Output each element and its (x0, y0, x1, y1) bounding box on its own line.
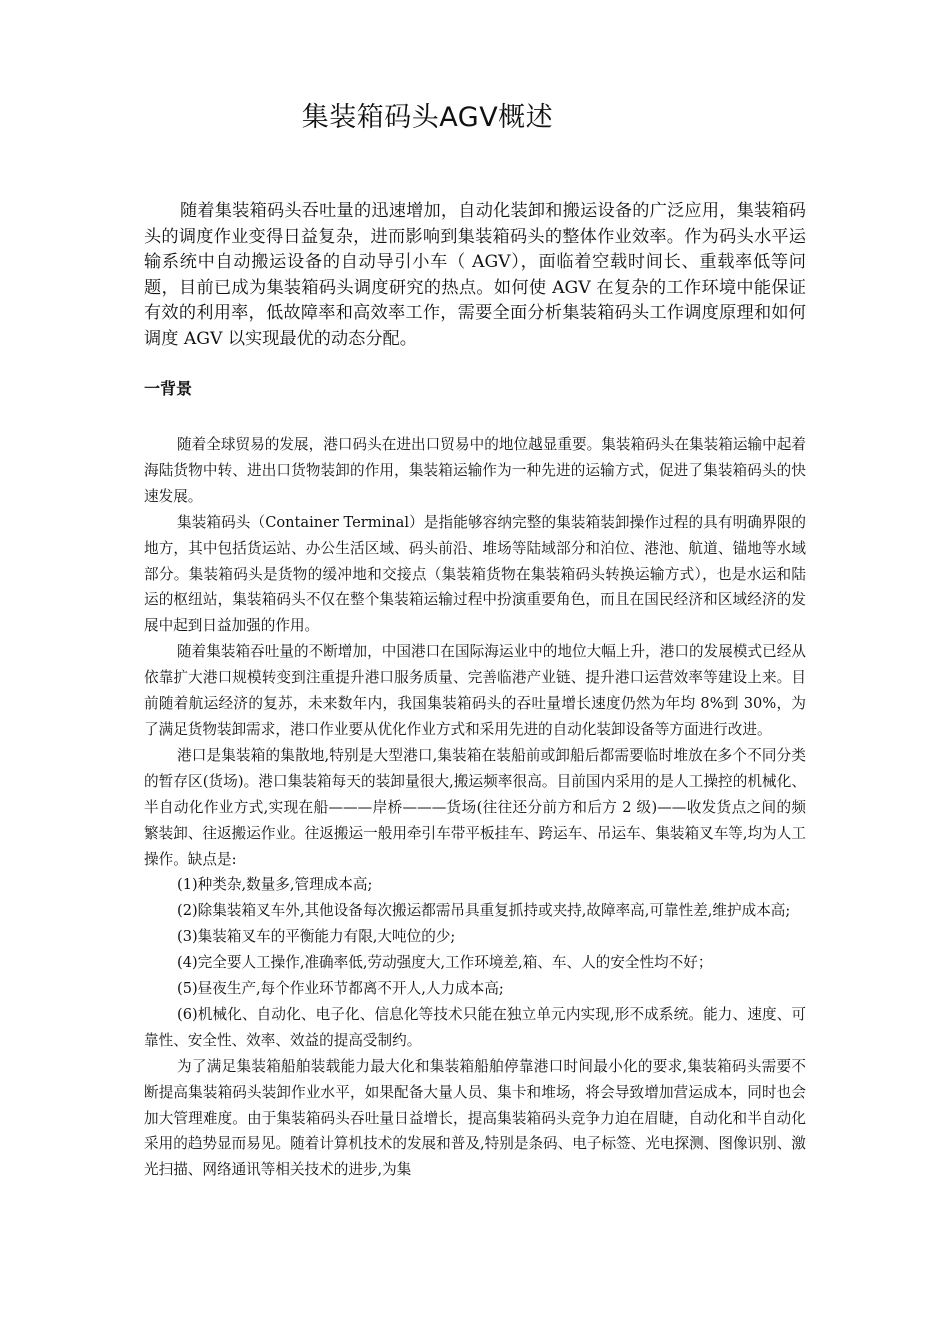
list-item: (6)机械化、自动化、电子化、信息化等技术只能在独立单元内实现,形不成系统。能力、速度、可靠性、安全性、效率、效益的提高受制约。 (144, 1005, 806, 1049)
abstract-paragraph: 随着集装箱码头吞吐量的迅速增加，自动化装卸和搬运设备的广泛应用，集装箱码头的调度作业变得日益复杂，进而影响到集装箱码头的整体作业效率。作为码头水平运输系统中自动搬运设备的自动导引小车（ AGV），面临着空载时间长、重载率低等问题，目前已成为集装箱码头调度研究的热点。如何使 AGV 在复杂的工作环境中能保证有效的利用率，低故障率和高效率工作，需要全面分析集装箱码头工作调度原理和如何调度 AGV 以实现最优的动态分配。 (144, 201, 806, 349)
body-paragraph: 为了满足集装箱船舶装载能力最大化和集装箱船舶停靠港口时间最小化的要求,集装箱码头需要不断提高集装箱码头装卸作业水平，如果配备大量人员、集卡和堆场，将会导致增加营运成本，同时也会加大管理难度。由于集装箱码头吞吐量日益增长，提高集装箱码头竞争力迫在眉睫，自动化和半自动化采用的趋势显而易见。随着计算机技术的发展和普及,特别是条码、电子标签、光电探测、图像识别、激光扫描、网络通讯等相关技术的进步,为集 (144, 1057, 806, 1179)
body-paragraph: 集装箱码头（Container Terminal）是指能够容纳完整的集装箱装卸操作过程的具有明确界限的地方，其中包括货运站、办公生活区域、码头前沿、堆场等陆域部分和泊位、港池、航道、锚地等水域部分。集装箱码头是货物的缓冲地和交接点（集装箱货物在集装箱码头转换运输方式），也是水运和陆运的枢纽站，集装箱码头不仅在整个集装箱运输过程中扮演重要角色，而且在国民经济和区域经济的发展中起到日益加强的作用。 (144, 513, 806, 635)
list-item: (1)种类杂,数量多,管理成本高; (177, 876, 373, 894)
section-heading-background: 一背景 (144, 379, 193, 398)
list-item: (4)完全要人工操作,准确率低,劳动强度大,工作环境差,箱、车、人的安全性均不好； (177, 954, 713, 972)
body-paragraph: 随着全球贸易的发展，港口码头在进出口贸易中的地位越显重要。集装箱码头在集装箱运输中起着海陆货物中转、进出口货物装卸的作用，集装箱运输作为一种先进的运输方式，促进了集装箱码头的快速发展。 (144, 436, 806, 505)
list-item: (5)昼夜生产,每个作业环节都离不开人,人力成本高; (177, 980, 504, 998)
list-item: (2)除集装箱叉车外,其他设备每次搬运都需吊具重复抓持或夹持,故障率高,可靠性差,维护成本高; (177, 902, 791, 920)
document-title: 集装箱码头AGV概述 (301, 102, 554, 133)
body-paragraph: 随着集装箱吞吐量的不断增加，中国港口在国际海运业中的地位大幅上升，港口的发展模式已经从依靠扩大港口规模转变到注重提升港口服务质量、完善临港产业链、提升港口运营效率等建设上来。目前随着航运经济的复苏，未来数年内，我国集装箱码头的吞吐量增长速度仍然为年均 8%到 30%，为了满足货物装卸需求，港口作业要从优化作业方式和采用先进的自动化装卸设备等方面进行改进。 (144, 643, 806, 738)
list-item: (3)集装箱叉车的平衡能力有限,大吨位的少; (177, 928, 456, 946)
body-paragraph: 港口是集装箱的集散地,特别是大型港口,集装箱在装船前或卸船后都需要临时堆放在多个不同分类的暂存区(货场)。港口集装箱每天的装卸量很大,搬运频率很高。目前国内采用的是人工操控的机械化、半自动化作业方式,实现在船———岸桥———货场(往往还分前方和后方 2 级)——收发货点之间的频繁装卸、往返搬运作业。往返搬运一般用牵引车带平板挂车、跨运车、吊运车、集装箱叉车等,均为人工操作。缺点是: (144, 746, 806, 868)
section-body (144, 432, 806, 1183)
